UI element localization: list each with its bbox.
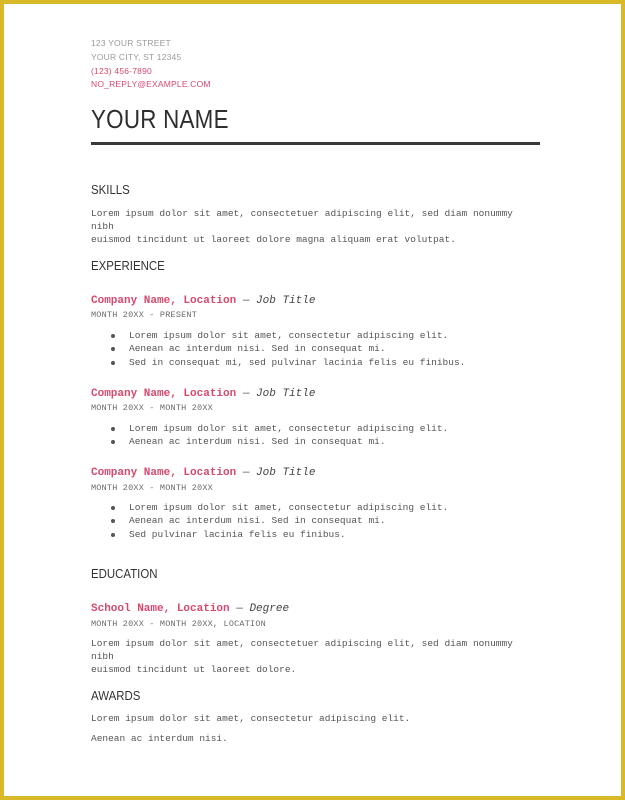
bullet-icon bbox=[111, 347, 115, 351]
skills-line-2: euismod tincidunt ut laoreet dolore magna aliquam erat volutpat. bbox=[91, 234, 456, 245]
skills-line-1: Lorem ipsum dolor sit amet, consectetuer adipiscing elit, sed diam nonummy nibh bbox=[91, 208, 513, 232]
school-name: School Name, Location bbox=[91, 603, 230, 615]
list-item: Aenean ac interdum nisi. Sed in consequat mi. bbox=[91, 514, 448, 527]
contact-phone: (123) 456-7890 bbox=[91, 66, 152, 76]
education-line-2: euismod tincidunt ut laoreet dolore. bbox=[91, 664, 297, 675]
bullet-icon bbox=[111, 334, 115, 338]
bullet-icon bbox=[111, 533, 115, 537]
job-company-1: Company Name, Location bbox=[91, 295, 237, 307]
job-title-3: Job Title bbox=[256, 467, 316, 479]
resume-name: YOUR NAME bbox=[91, 104, 229, 134]
job-dash-2: — bbox=[236, 388, 257, 400]
job-dash-1: — bbox=[236, 295, 257, 307]
job-title-2: Job Title bbox=[256, 388, 316, 400]
job-dates-2: MONTH 20XX - MONTH 20XX bbox=[91, 403, 213, 413]
job-dates-3: MONTH 20XX - MONTH 20XX bbox=[91, 483, 213, 493]
job-dates-1: MONTH 20XX - PRESENT bbox=[91, 310, 198, 320]
bullet-icon bbox=[111, 506, 115, 510]
education-text bbox=[91, 637, 541, 676]
bullet-icon bbox=[111, 427, 115, 431]
job-bullets-2 bbox=[91, 422, 448, 449]
job-bullets-1 bbox=[91, 329, 465, 369]
list-item: Lorem ipsum dolor sit amet, consectetur adipiscing elit. bbox=[91, 501, 448, 514]
list-item: Lorem ipsum dolor sit amet, consectetur adipiscing elit. bbox=[91, 329, 465, 342]
name-divider bbox=[91, 142, 540, 145]
job-header-3 bbox=[91, 462, 315, 480]
list-item: Sed pulvinar lacinia felis eu finibus. bbox=[91, 528, 448, 541]
awards-line-2: Aenean ac interdum nisi. bbox=[91, 733, 228, 744]
job-company-3: Company Name, Location bbox=[91, 467, 237, 479]
bullet-icon bbox=[111, 519, 115, 523]
job-bullets-3 bbox=[91, 501, 448, 541]
experience-heading: EXPERIENCE bbox=[91, 258, 165, 273]
contact-email[interactable]: NO_REPLY@EXAMPLE.COM bbox=[91, 79, 211, 89]
list-item: Lorem ipsum dolor sit amet, consectetur adipiscing elit. bbox=[91, 422, 448, 435]
education-heading: EDUCATION bbox=[91, 566, 158, 581]
contact-street: 123 YOUR STREET bbox=[91, 38, 171, 48]
list-item: Sed in consequat mi, sed pulvinar lacinia felis eu finibus. bbox=[91, 356, 465, 369]
bullet-icon bbox=[111, 361, 115, 365]
awards-line-1: Lorem ipsum dolor sit amet, consectetur adipiscing elit. bbox=[91, 713, 411, 724]
skills-heading: SKILLS bbox=[91, 182, 130, 197]
list-item: Aenean ac interdum nisi. Sed in consequat mi. bbox=[91, 435, 448, 448]
job-company-2: Company Name, Location bbox=[91, 388, 237, 400]
contact-city: YOUR CITY, ST 12345 bbox=[91, 52, 182, 62]
job-title-1: Job Title bbox=[256, 295, 316, 307]
education-header bbox=[91, 598, 289, 616]
education-dates: MONTH 20XX - MONTH 20XX, LOCATION bbox=[91, 619, 266, 629]
bullet-icon bbox=[111, 440, 115, 444]
degree: Degree bbox=[249, 603, 290, 615]
education-line-1: Lorem ipsum dolor sit amet, consectetuer adipiscing elit, sed diam nonummy nibh bbox=[91, 638, 513, 662]
education-dash: — bbox=[229, 603, 250, 615]
job-dash-3: — bbox=[236, 467, 257, 479]
job-header-1 bbox=[91, 290, 315, 308]
job-header-2 bbox=[91, 383, 315, 401]
list-item: Aenean ac interdum nisi. Sed in consequat mi. bbox=[91, 342, 465, 355]
skills-text bbox=[91, 207, 541, 246]
awards-heading: AWARDS bbox=[91, 688, 141, 703]
